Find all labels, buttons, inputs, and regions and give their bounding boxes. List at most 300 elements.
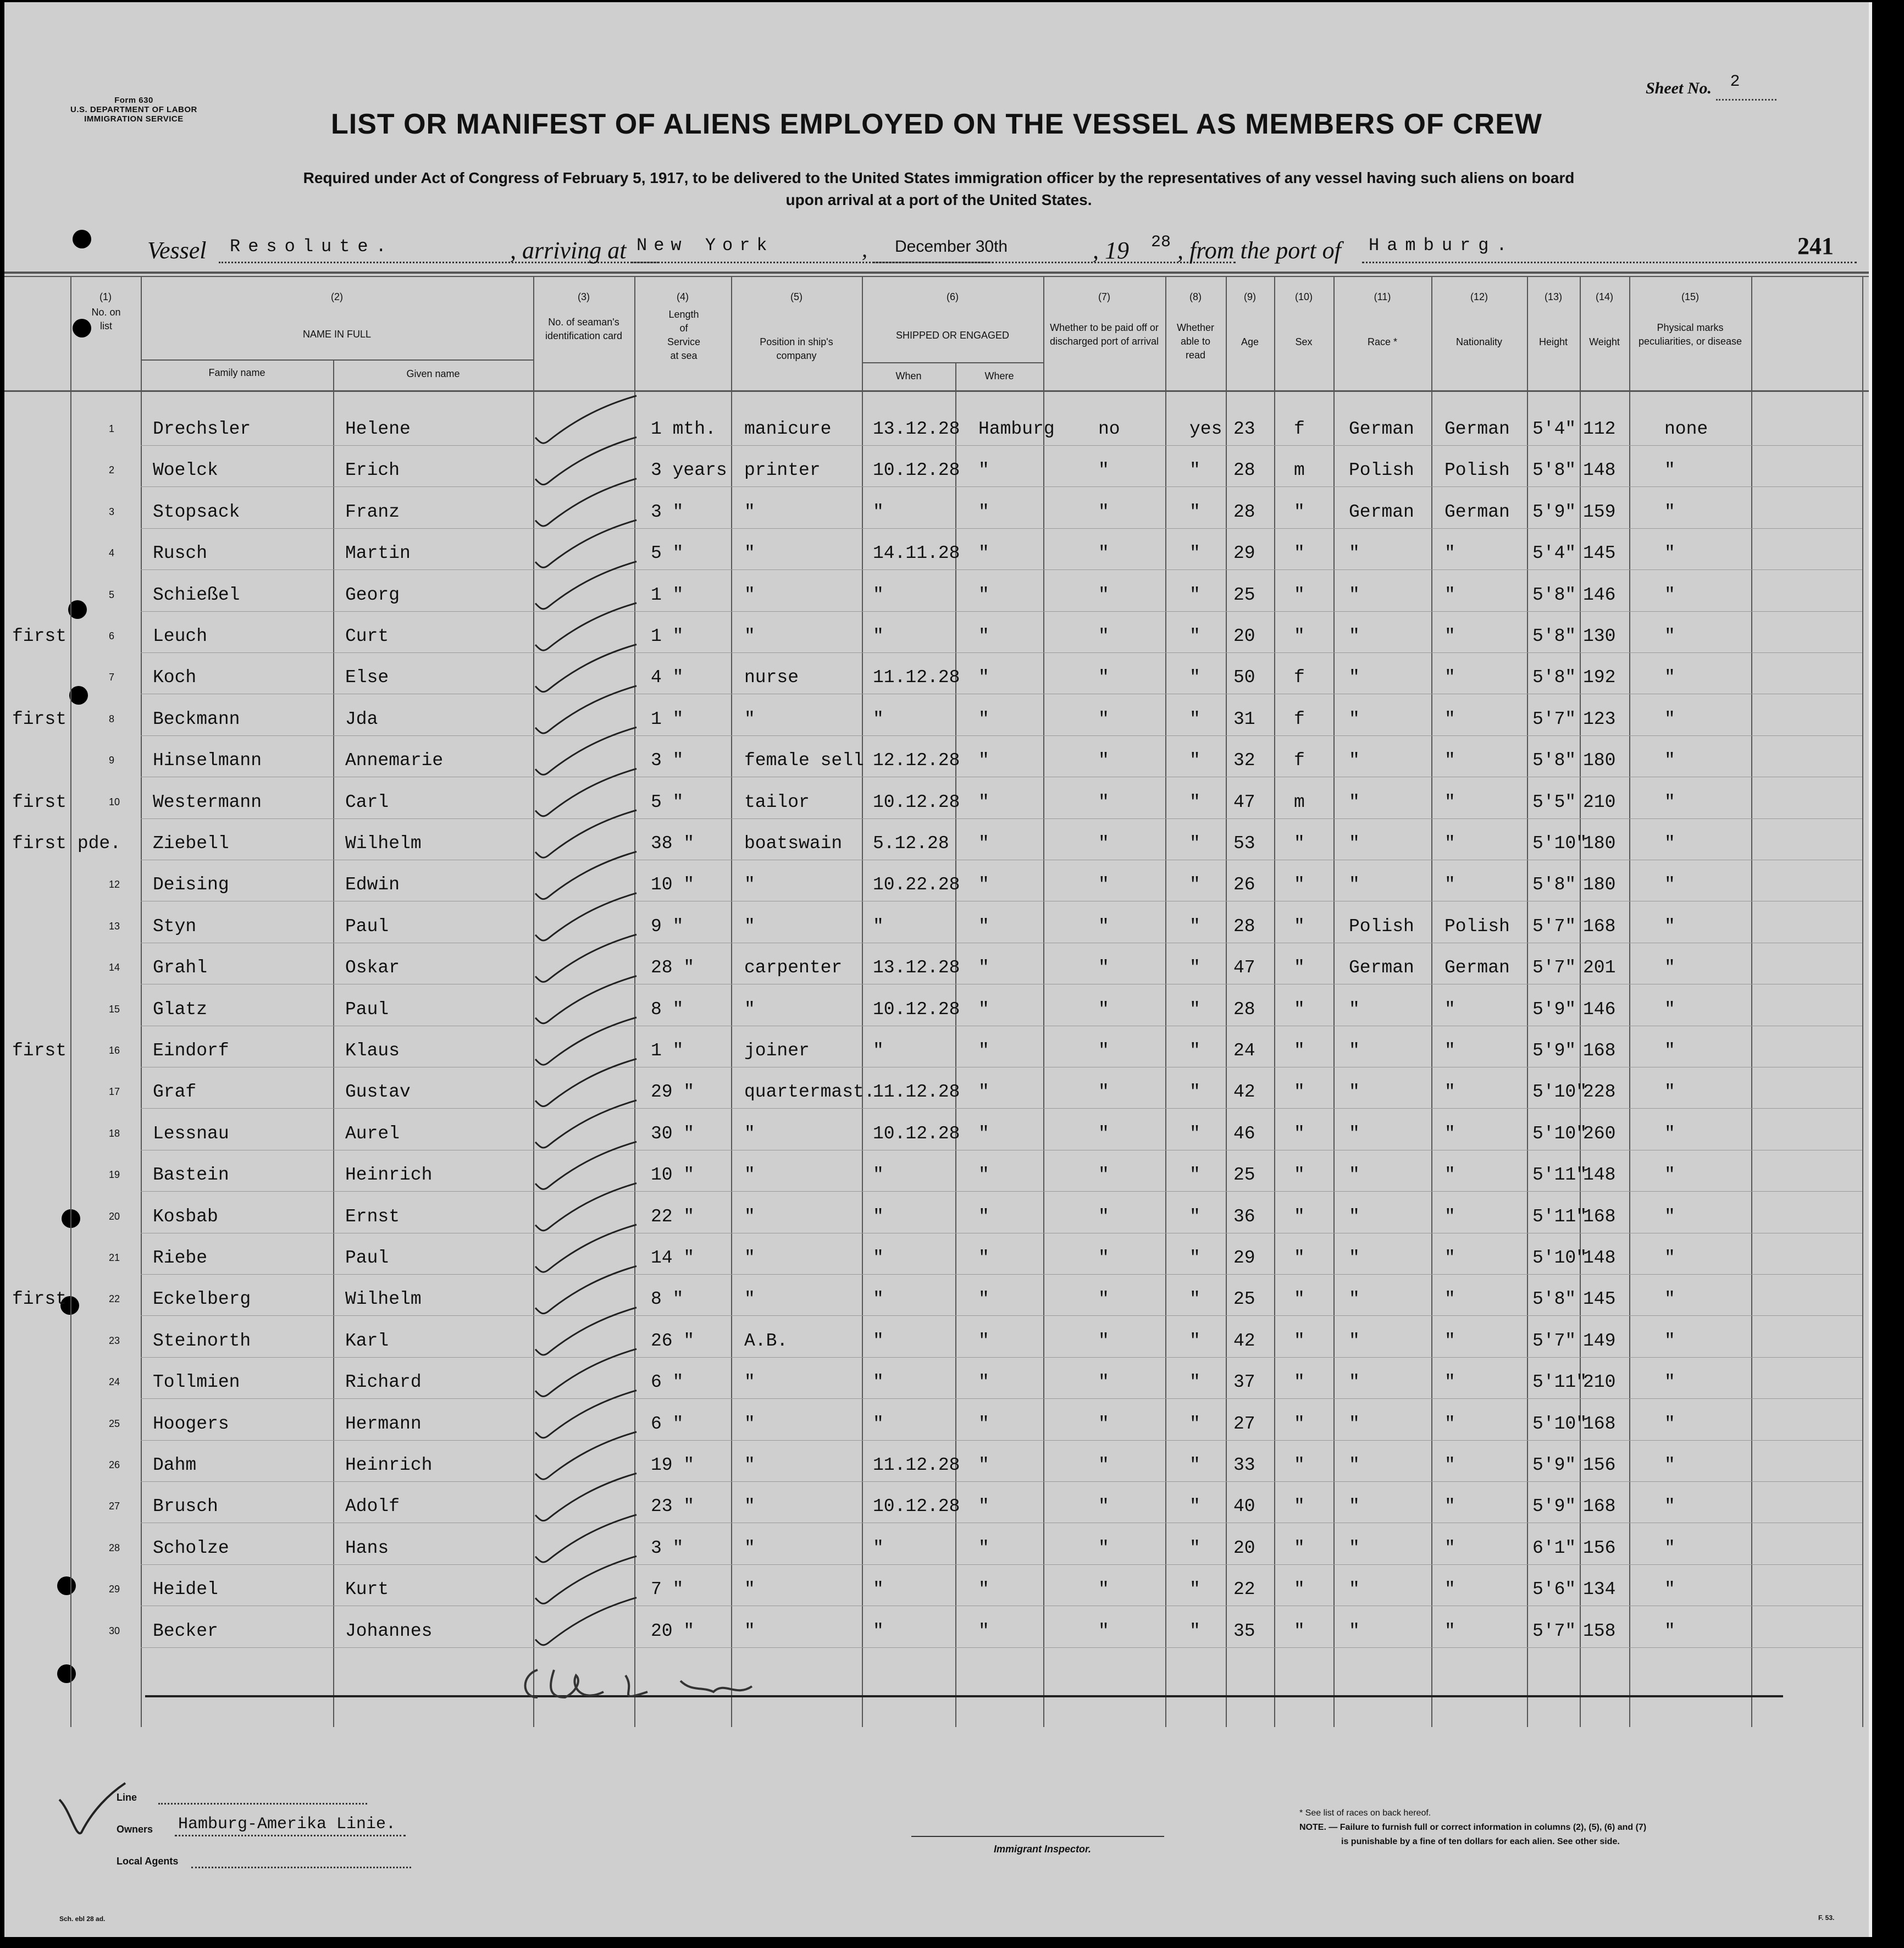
weight: 210 xyxy=(1583,792,1616,812)
service-length: 28 " xyxy=(651,958,695,978)
row-number: 6 xyxy=(109,630,115,641)
failure-note-1: NOTE. — Failure to furnish full or correct information in columns (2), (5), (6) and (7) xyxy=(1299,1823,1647,1832)
able-to-read: " xyxy=(1189,792,1200,812)
given-name: Klaus xyxy=(345,1041,400,1061)
manifest-sheet xyxy=(4,2,1872,1937)
physical-marks: " xyxy=(1664,626,1675,646)
nationality: " xyxy=(1444,1330,1455,1351)
shipped-when: 10.12.28 xyxy=(873,999,960,1020)
paid-off: " xyxy=(1098,1620,1109,1641)
arriving-port: New York xyxy=(636,235,774,256)
ship-position: carpenter xyxy=(744,958,843,978)
line-label: Line xyxy=(117,1792,137,1803)
check-marks-layer xyxy=(4,2,1869,1937)
paid-off: " xyxy=(1098,1579,1109,1600)
row-number: 23 xyxy=(109,1335,120,1346)
page-title: LIST OR MANIFEST OF ALIENS EMPLOYED ON THE VESSEL AS MEMBERS OF CREW xyxy=(331,108,1542,140)
shipped-when: " xyxy=(873,1372,884,1393)
physical-marks: " xyxy=(1664,1123,1675,1144)
height: 5'4" xyxy=(1532,543,1576,564)
weight: 192 xyxy=(1583,667,1616,688)
age: 47 xyxy=(1233,792,1255,812)
family-name: Rusch xyxy=(153,543,208,564)
able-to-read: " xyxy=(1189,626,1200,646)
weight: 158 xyxy=(1583,1620,1616,1641)
age: 42 xyxy=(1233,1330,1255,1351)
service-length: 29 " xyxy=(651,1082,695,1103)
shipped-when: 12.12.28 xyxy=(873,750,960,771)
shipped-when: 10.12.28 xyxy=(873,1496,960,1517)
check-mark-icon xyxy=(535,934,636,982)
age: 23 xyxy=(1233,419,1255,439)
shipped-when: 10.12.28 xyxy=(873,1123,960,1144)
service-length: 20 " xyxy=(651,1620,695,1641)
able-to-read: " xyxy=(1189,501,1200,522)
ship-position: " xyxy=(744,1496,755,1517)
nationality: " xyxy=(1444,667,1455,688)
shipped-where: " xyxy=(978,1165,989,1186)
height: 5'9" xyxy=(1532,1455,1576,1475)
ship-position: " xyxy=(744,875,755,895)
physical-marks: " xyxy=(1664,543,1675,564)
sex: m xyxy=(1294,460,1305,481)
row-number: 25 xyxy=(109,1418,120,1429)
physical-marks: " xyxy=(1664,1496,1675,1517)
age: 24 xyxy=(1233,1041,1255,1061)
weight: 168 xyxy=(1583,1206,1616,1227)
sex: " xyxy=(1294,626,1305,646)
race: Polish xyxy=(1349,460,1414,481)
physical-marks: " xyxy=(1664,460,1675,481)
ship-position: " xyxy=(744,626,755,646)
race: " xyxy=(1349,1413,1360,1434)
nationality: " xyxy=(1444,1537,1455,1558)
able-to-read: " xyxy=(1189,460,1200,481)
given-name: Karl xyxy=(345,1330,389,1351)
shipped-when: 10.22.28 xyxy=(873,875,960,895)
race: " xyxy=(1349,1165,1360,1186)
sex: " xyxy=(1294,916,1305,937)
race: " xyxy=(1349,667,1360,688)
given-name: Heinrich xyxy=(345,1165,433,1186)
shipped-where: " xyxy=(978,626,989,646)
height: 5'8" xyxy=(1532,584,1576,605)
weight: 180 xyxy=(1583,833,1616,854)
row-number: 29 xyxy=(109,1584,120,1595)
sex: " xyxy=(1294,1082,1305,1103)
shipped-when: " xyxy=(873,1041,884,1061)
col10-header: Sex xyxy=(1295,336,1313,347)
family-name: Eindorf xyxy=(153,1041,229,1061)
family-name: Tollmien xyxy=(153,1372,240,1393)
paid-off: " xyxy=(1098,1537,1109,1558)
weight: 201 xyxy=(1583,958,1616,978)
paid-off: " xyxy=(1098,1372,1109,1393)
age: 29 xyxy=(1233,1248,1255,1268)
service-length: 6 " xyxy=(651,1372,684,1393)
given-name: Adolf xyxy=(345,1496,400,1517)
shipped-where: " xyxy=(978,1082,989,1103)
race: " xyxy=(1349,1579,1360,1600)
sex: " xyxy=(1294,543,1305,564)
service-length: 14 " xyxy=(651,1248,695,1268)
family-name: Hinselmann xyxy=(153,750,262,771)
shipped-when: 5.12.28 xyxy=(873,833,949,854)
age: 31 xyxy=(1233,709,1255,729)
vessel-name: Resolute. xyxy=(230,236,394,257)
paid-off: " xyxy=(1098,958,1109,978)
row-number: 28 xyxy=(109,1542,120,1553)
form-number: Form 630 xyxy=(114,96,153,105)
paid-off: " xyxy=(1098,1289,1109,1310)
race: German xyxy=(1349,501,1414,522)
weight: 146 xyxy=(1583,584,1616,605)
shipped-where: " xyxy=(978,1372,989,1393)
col10-number: (10) xyxy=(1294,291,1313,302)
age: 25 xyxy=(1233,1165,1255,1186)
race: " xyxy=(1349,875,1360,895)
weight: 168 xyxy=(1583,1496,1616,1517)
shipped-when: " xyxy=(873,584,884,605)
paid-off: " xyxy=(1098,1413,1109,1434)
ship-position: " xyxy=(744,1372,755,1393)
col3-number: (3) xyxy=(578,291,590,302)
age: 37 xyxy=(1233,1372,1255,1393)
physical-marks: " xyxy=(1664,999,1675,1020)
height: 5'10" xyxy=(1532,1082,1587,1103)
paid-off: " xyxy=(1098,543,1109,564)
nationality: German xyxy=(1444,501,1510,522)
row-number: 7 xyxy=(109,672,115,683)
nationality: " xyxy=(1444,1289,1455,1310)
row-number: 14 xyxy=(109,962,120,973)
nationality: " xyxy=(1444,543,1455,564)
shipped-where: " xyxy=(978,792,989,812)
family-name: Heidel xyxy=(153,1579,218,1600)
failure-note-2: is punishable by a fine of ten dollars for each alien. See other side. xyxy=(1341,1837,1620,1846)
age: 20 xyxy=(1233,1537,1255,1558)
sex: " xyxy=(1294,1206,1305,1227)
row-number: 1 xyxy=(109,423,115,434)
given-name: Jda xyxy=(345,709,378,729)
ship-position: " xyxy=(744,1413,755,1434)
service-length: 38 " xyxy=(651,833,695,854)
able-to-read: " xyxy=(1189,999,1200,1020)
able-to-read: yes xyxy=(1189,419,1222,439)
weight: 168 xyxy=(1583,1041,1616,1061)
nationality: " xyxy=(1444,1082,1455,1103)
height: 5'7" xyxy=(1532,958,1576,978)
check-mark-icon xyxy=(535,1308,636,1355)
nationality: " xyxy=(1444,1372,1455,1393)
race: " xyxy=(1349,543,1360,564)
shipped-where: " xyxy=(978,709,989,729)
service-length: 3 " xyxy=(651,1537,684,1558)
col13-header: Height xyxy=(1538,336,1568,347)
shipped-when: " xyxy=(873,1620,884,1641)
sex: " xyxy=(1294,1289,1305,1310)
row-number: 15 xyxy=(109,1003,120,1015)
race: " xyxy=(1349,1289,1360,1310)
family-name: Scholze xyxy=(153,1537,229,1558)
col8-header: Whether able to read xyxy=(1176,322,1215,361)
shipped-when: " xyxy=(873,626,884,646)
able-to-read: " xyxy=(1189,1289,1200,1310)
race: " xyxy=(1349,792,1360,812)
row-note: first xyxy=(12,626,67,646)
shipped-when: 13.12.28 xyxy=(873,958,960,978)
service-length: 10 " xyxy=(651,1165,695,1186)
race: Polish xyxy=(1349,916,1414,937)
check-mark-icon xyxy=(535,893,636,940)
local-agents-label: Local Agents xyxy=(117,1856,179,1867)
col9-header: Age xyxy=(1241,336,1259,347)
race: " xyxy=(1349,1082,1360,1103)
col6-when-header: When xyxy=(895,370,922,381)
ship-position: " xyxy=(744,1248,755,1268)
vessel-line: Vessel Resolute. , arriving at New York , December 30th , 19 28 , from the port of Hamburg. xyxy=(147,236,1862,269)
row-note: first xyxy=(12,1289,67,1310)
col7-number: (7) xyxy=(1098,291,1110,302)
sex: " xyxy=(1294,1330,1305,1351)
page-number: 241 xyxy=(1797,233,1834,259)
sex: " xyxy=(1294,833,1305,854)
row-number: 30 xyxy=(109,1625,120,1636)
row-number: 18 xyxy=(109,1127,120,1139)
given-name: Helene xyxy=(345,419,411,439)
weight: 180 xyxy=(1583,875,1616,895)
paid-off: " xyxy=(1098,1496,1109,1517)
sex: " xyxy=(1294,1372,1305,1393)
paid-off: " xyxy=(1098,916,1109,937)
sex: " xyxy=(1294,1579,1305,1600)
race: " xyxy=(1349,750,1360,771)
paid-off: " xyxy=(1098,667,1109,688)
height: 5'10" xyxy=(1532,1123,1587,1144)
ship-position: " xyxy=(744,543,755,564)
service-length: 4 " xyxy=(651,667,684,688)
check-mark-icon xyxy=(535,727,636,774)
family-name: Dahm xyxy=(153,1455,197,1475)
height: 5'6" xyxy=(1532,1579,1576,1600)
service-length: 3 " xyxy=(651,501,684,522)
able-to-read: " xyxy=(1189,750,1200,771)
shipped-when: " xyxy=(873,916,884,937)
able-to-read: " xyxy=(1189,1123,1200,1144)
shipped-where: Hamburg xyxy=(978,419,1055,439)
age: 46 xyxy=(1233,1123,1255,1144)
check-mark-icon xyxy=(535,1017,636,1065)
check-mark-icon xyxy=(535,1142,636,1189)
age: 28 xyxy=(1233,999,1255,1020)
race: " xyxy=(1349,1123,1360,1144)
family-name: Westermann xyxy=(153,792,262,812)
weight: 112 xyxy=(1583,419,1616,439)
age: 25 xyxy=(1233,584,1255,605)
check-mark-icon xyxy=(535,1225,636,1272)
subtitle-line-2: upon arrival at a port of the United States. xyxy=(785,191,1092,208)
age: 47 xyxy=(1233,958,1255,978)
owners-label: Owners xyxy=(117,1824,153,1835)
shipped-where: " xyxy=(978,460,989,481)
shipped-when: " xyxy=(873,1579,884,1600)
sex: " xyxy=(1294,1496,1305,1517)
nationality: " xyxy=(1444,1248,1455,1268)
family-name: Grahl xyxy=(153,958,208,978)
weight: 148 xyxy=(1583,1165,1616,1186)
given-name: Else xyxy=(345,667,389,688)
service-length: 3 years xyxy=(651,460,727,481)
race: " xyxy=(1349,1455,1360,1475)
family-name: Glatz xyxy=(153,999,208,1020)
check-mark-icon xyxy=(535,562,636,609)
race: " xyxy=(1349,584,1360,605)
arriving-label: , arriving at xyxy=(510,237,627,264)
given-name: Curt xyxy=(345,626,389,646)
ship-position: " xyxy=(744,916,755,937)
height: 5'9" xyxy=(1532,501,1576,522)
col2-given-header: Given name xyxy=(406,368,460,379)
col12-number: (12) xyxy=(1470,291,1488,302)
paid-off: " xyxy=(1098,584,1109,605)
service-length: 5 " xyxy=(651,792,684,812)
able-to-read: " xyxy=(1189,1206,1200,1227)
physical-marks: " xyxy=(1664,1206,1675,1227)
col6-number: (6) xyxy=(947,291,959,302)
col13-number: (13) xyxy=(1544,291,1562,302)
height: 6'1" xyxy=(1532,1537,1576,1558)
age: 33 xyxy=(1233,1455,1255,1475)
row-number: 4 xyxy=(109,547,115,559)
age: 22 xyxy=(1233,1579,1255,1600)
race: " xyxy=(1349,1248,1360,1268)
nationality: " xyxy=(1444,1206,1455,1227)
paid-off: no xyxy=(1098,419,1120,439)
col8-number: (8) xyxy=(1189,291,1202,302)
race: " xyxy=(1349,1496,1360,1517)
ship-position: " xyxy=(744,1206,755,1227)
height: 5'9" xyxy=(1532,1496,1576,1517)
able-to-read: " xyxy=(1189,1165,1200,1186)
given-name: Paul xyxy=(345,1248,389,1268)
family-name: Drechsler xyxy=(153,419,251,439)
age: 29 xyxy=(1233,543,1255,564)
given-name: Erich xyxy=(345,460,400,481)
given-name: Martin xyxy=(345,543,411,564)
able-to-read: " xyxy=(1189,1372,1200,1393)
sex: " xyxy=(1294,1165,1305,1186)
family-name: Beckmann xyxy=(153,709,240,729)
shipped-when: " xyxy=(873,1248,884,1268)
able-to-read: " xyxy=(1189,584,1200,605)
height: 5'5" xyxy=(1532,792,1576,812)
nationality: " xyxy=(1444,792,1455,812)
given-name: Wilhelm xyxy=(345,1289,422,1310)
height: 5'7" xyxy=(1532,1330,1576,1351)
col1-header: No. on list xyxy=(91,307,121,331)
weight: 148 xyxy=(1583,1248,1616,1268)
owners-value: Hamburg-Amerika Linie. xyxy=(178,1815,396,1834)
family-name: Eckelberg xyxy=(153,1289,251,1310)
given-name: Aurel xyxy=(345,1123,400,1144)
service-length: 8 " xyxy=(651,999,684,1020)
physical-marks: " xyxy=(1664,1579,1675,1600)
check-mark-icon xyxy=(535,1598,636,1645)
shipped-when: " xyxy=(873,1330,884,1351)
col2-header: NAME IN FULL xyxy=(302,329,372,340)
col5-header: Position in ship's company xyxy=(760,336,833,361)
race: " xyxy=(1349,1330,1360,1351)
able-to-read: " xyxy=(1189,1579,1200,1600)
weight: 159 xyxy=(1583,501,1616,522)
ship-position: female sell xyxy=(744,750,864,771)
check-mark-icon xyxy=(535,644,636,691)
family-name: Koch xyxy=(153,667,197,688)
given-name: Heinrich xyxy=(345,1455,433,1475)
sex: f xyxy=(1294,709,1305,729)
age: 26 xyxy=(1233,875,1255,895)
ship-position: A.B. xyxy=(744,1330,788,1351)
height: 5'10" xyxy=(1532,833,1587,854)
physical-marks: " xyxy=(1664,1289,1675,1310)
age: 28 xyxy=(1233,460,1255,481)
physical-marks: " xyxy=(1664,833,1675,854)
ship-position: joiner xyxy=(744,1041,810,1061)
shipped-when: 11.12.28 xyxy=(873,1082,960,1103)
col14-number: (14) xyxy=(1595,291,1613,302)
family-name: Graf xyxy=(153,1082,197,1103)
race: " xyxy=(1349,626,1360,646)
nationality: Polish xyxy=(1444,916,1510,937)
weight: 168 xyxy=(1583,916,1616,937)
weight: 168 xyxy=(1583,1413,1616,1434)
able-to-read: " xyxy=(1189,958,1200,978)
paid-off: " xyxy=(1098,1041,1109,1061)
physical-marks: " xyxy=(1664,584,1675,605)
age: 28 xyxy=(1233,501,1255,522)
age: 53 xyxy=(1233,833,1255,854)
weight: 145 xyxy=(1583,1289,1616,1310)
col11-number: (11) xyxy=(1374,291,1391,302)
row-number: 21 xyxy=(109,1252,120,1263)
sex: " xyxy=(1294,1413,1305,1434)
height: 5'11" xyxy=(1532,1165,1587,1186)
shipped-when: " xyxy=(873,1537,884,1558)
shipped-when: 11.12.28 xyxy=(873,667,960,688)
weight: 130 xyxy=(1583,626,1616,646)
paid-off: " xyxy=(1098,792,1109,812)
race: " xyxy=(1349,1041,1360,1061)
col6-header: SHIPPED OR ENGAGED xyxy=(895,330,1010,341)
able-to-read: " xyxy=(1189,1496,1200,1517)
service-length: 1 mth. xyxy=(651,419,716,439)
sex: " xyxy=(1294,875,1305,895)
given-name: Franz xyxy=(345,501,400,522)
year-prefix: , 19 xyxy=(1093,237,1129,264)
race: " xyxy=(1349,833,1360,854)
ship-position: manicure xyxy=(744,419,832,439)
row-note: first pde. xyxy=(12,833,121,854)
height: 5'10" xyxy=(1532,1413,1587,1434)
col7-header: Whether to be paid off or discharged port of arrival xyxy=(1049,322,1159,347)
check-mark-icon xyxy=(535,1266,636,1313)
col3-header: No. of seaman's identification card xyxy=(545,317,623,341)
family-name: Ziebell xyxy=(153,833,229,854)
paid-off: " xyxy=(1098,626,1109,646)
check-mark-icon xyxy=(535,1515,636,1562)
paid-off: " xyxy=(1098,1165,1109,1186)
able-to-read: " xyxy=(1189,1537,1200,1558)
